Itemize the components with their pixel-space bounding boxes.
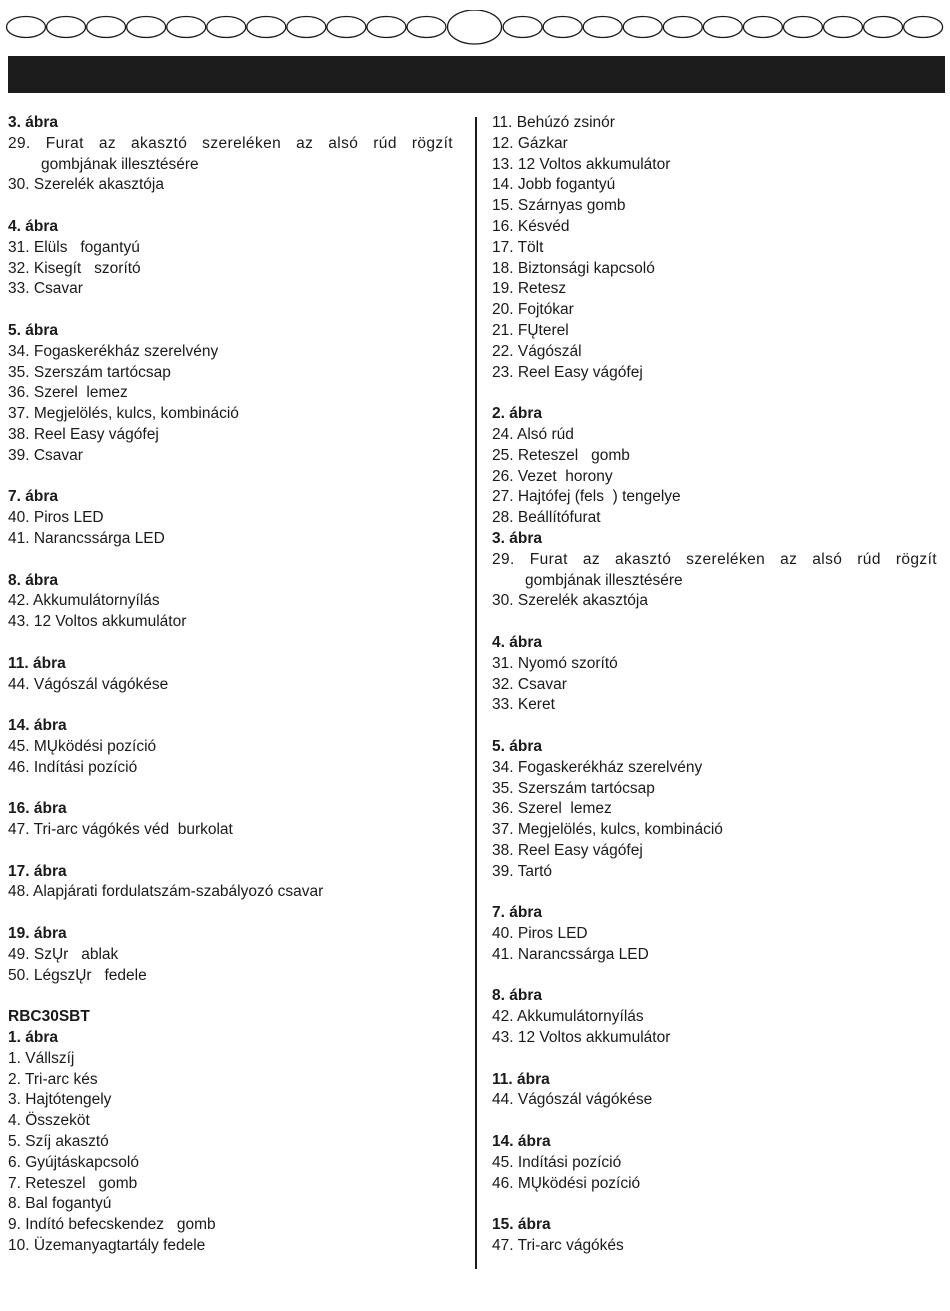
- list-item: 30. Szerelék akasztója: [8, 176, 164, 194]
- list-item: 34. Fogaskerékház szerelvény: [8, 342, 219, 360]
- list-item: 40. Piros LED: [492, 925, 588, 943]
- list-item: 43. 12 Voltos akkumulátor: [492, 1029, 671, 1047]
- left-column: [8, 113, 453, 1257]
- spacer: [492, 1111, 937, 1132]
- list-item: 6. Gyújtáskapcsoló: [8, 1153, 139, 1171]
- list-item: 25. Reteszel gomb: [492, 446, 630, 464]
- section-heading: 4. ábra: [8, 217, 58, 235]
- right-column: [492, 113, 937, 1257]
- list-item: 31. Nyomó szorító: [492, 654, 618, 672]
- oval-tab: [127, 17, 166, 38]
- section-heading: 16. ábra: [8, 800, 67, 818]
- section-heading: 19. ábra: [8, 925, 67, 943]
- spacer: [492, 716, 937, 737]
- oval-tab: [167, 17, 206, 38]
- spacer: [8, 467, 453, 488]
- oval-tab: [623, 17, 662, 38]
- list-item: 44. Vágószál vágókése: [492, 1091, 653, 1109]
- list-item: 47. Tri-arc vágókés véd burkolat: [8, 821, 233, 839]
- list-item: 13. 12 Voltos akkumulátor: [492, 155, 671, 173]
- oval-tab: [824, 17, 863, 38]
- oval-tab: [207, 17, 246, 38]
- list-item: 4. Összeköt: [8, 1112, 90, 1130]
- oval-tab: [87, 17, 126, 38]
- spacer: [8, 986, 453, 1007]
- list-item: 36. Szerel lemez: [492, 800, 612, 818]
- oval-tab: [287, 17, 326, 38]
- list-item: 9. Indító befecskendez gomb: [8, 1216, 216, 1234]
- oval-tab: [583, 17, 622, 38]
- oval-tab: [47, 17, 86, 38]
- list-item: 42. Akkumulátornyílás: [8, 592, 160, 610]
- list-item: gombjának illesztésére: [41, 155, 199, 173]
- spacer: [492, 612, 937, 633]
- list-item: 46. MŲködési pozíció: [492, 1174, 641, 1192]
- list-item: 14. Jobb fogantyú: [492, 176, 616, 194]
- list-item: 47. Tri-arc vágókés: [492, 1237, 624, 1255]
- oval-tab: [743, 17, 782, 38]
- section-heading: 5. ábra: [8, 321, 58, 339]
- section-heading: 11. ábra: [492, 1070, 550, 1088]
- list-item: 12. Gázkar: [492, 134, 568, 152]
- section-heading: 8. ábra: [8, 571, 58, 589]
- spacer: [492, 882, 937, 903]
- spacer: [492, 1194, 937, 1215]
- list-item: 19. Retesz: [492, 280, 567, 298]
- language-tab-ovals: [0, 10, 950, 50]
- section-heading: 2. ábra: [492, 405, 542, 423]
- oval-tab: [7, 17, 46, 38]
- list-item: 40. Piros LED: [8, 509, 104, 527]
- section-heading: 5. ábra: [492, 737, 542, 755]
- oval-tab: [367, 17, 406, 38]
- list-item: 38. Reel Easy vágófej: [8, 425, 159, 443]
- list-item: 41. Narancssárga LED: [8, 529, 165, 547]
- list-item: 17. Tölt: [492, 238, 544, 256]
- spacer: [8, 779, 453, 800]
- spacer: [492, 383, 937, 404]
- list-item: 48. Alapjárati fordulatszám-szabályozó csavar: [8, 883, 324, 901]
- list-item: 35. Szerszám tartócsap: [8, 363, 171, 381]
- spacer: [8, 196, 453, 217]
- list-item: 34. Fogaskerékház szerelvény: [492, 758, 703, 776]
- list-item: 32. Csavar: [492, 675, 567, 693]
- list-item: 32. Kisegít szorító: [8, 259, 141, 277]
- oval-tab: [407, 17, 446, 38]
- oval-tab: [543, 17, 582, 38]
- list-item: 29. Furat az akasztó szereléken az alsó rúd rögzít: [8, 134, 453, 152]
- list-item: 7. Reteszel gomb: [8, 1174, 138, 1192]
- list-item: 24. Alsó rúd: [492, 425, 574, 443]
- section-heading: 17. ábra: [8, 862, 67, 880]
- section-heading: 7. ábra: [8, 488, 58, 506]
- list-item: gombjának illesztésére: [525, 571, 683, 589]
- spacer: [8, 695, 453, 716]
- list-item: 3. Hajtótengely: [8, 1091, 112, 1109]
- spacer: [8, 550, 453, 571]
- list-item: 45. MŲködési pozíció: [8, 737, 157, 755]
- list-item: 46. Indítási pozíció: [8, 758, 138, 776]
- spacer: [8, 300, 453, 321]
- spacer: [8, 903, 453, 924]
- list-item: 43. 12 Voltos akkumulátor: [8, 613, 187, 631]
- list-item: 45. Indítási pozíció: [492, 1153, 622, 1171]
- list-item: 27. Hajtófej (fels ) tengelye: [492, 488, 681, 506]
- list-item: 5. Szíj akasztó: [8, 1133, 109, 1151]
- oval-tab-active: [448, 10, 502, 44]
- list-item: 20. Fojtókar: [492, 301, 574, 319]
- list-item: 35. Szerszám tartócsap: [492, 779, 655, 797]
- list-item: 49. SzŲr ablak: [8, 945, 119, 963]
- list-item: 42. Akkumulátornyílás: [492, 1008, 644, 1026]
- list-item: 33. Csavar: [8, 280, 83, 298]
- list-item: 10. Üzemanyagtartály fedele: [8, 1237, 206, 1255]
- section-heading: 1. ábra: [8, 1029, 58, 1047]
- list-item: 31. Elüls fogantyú: [8, 238, 140, 256]
- section-heading: 4. ábra: [492, 633, 542, 651]
- column-divider: [475, 117, 477, 1269]
- list-item: 30. Szerelék akasztója: [492, 592, 648, 610]
- section-heading: 14. ábra: [492, 1133, 551, 1151]
- oval-tab: [503, 17, 542, 38]
- spacer: [492, 966, 937, 987]
- oval-tab: [864, 17, 903, 38]
- list-item: 39. Tartó: [492, 862, 553, 880]
- list-item: 50. LégszŲr fedele: [8, 966, 147, 984]
- oval-tab: [783, 17, 822, 38]
- list-item: 37. Megjelölés, kulcs, kombináció: [492, 821, 723, 839]
- oval-tab: [327, 17, 366, 38]
- list-item: 18. Biztonsági kapcsoló: [492, 259, 655, 277]
- section-heading: 3. ábra: [8, 114, 58, 131]
- list-item: 21. FŲterel: [492, 321, 569, 339]
- oval-tab: [904, 17, 943, 38]
- spacer: [8, 633, 453, 654]
- spacer: [492, 1049, 937, 1070]
- list-item: 37. Megjelölés, kulcs, kombináció: [8, 405, 239, 423]
- list-item: 15. Szárnyas gomb: [492, 197, 626, 215]
- section-heading: 8. ábra: [492, 987, 542, 1005]
- list-item: 11. Behúzó zsinór: [492, 114, 615, 131]
- section-heading: 7. ábra: [492, 904, 542, 922]
- list-item: 8. Bal fogantyú: [8, 1195, 112, 1213]
- section-heading: 3. ábra: [492, 529, 542, 547]
- list-item: 41. Narancssárga LED: [492, 945, 649, 963]
- list-item: 23. Reel Easy vágófej: [492, 363, 643, 381]
- list-item: 33. Keret: [492, 696, 555, 714]
- header-bar: [8, 56, 945, 93]
- list-item: 1. Vállszíj: [8, 1049, 75, 1067]
- list-item: 36. Szerel lemez: [8, 384, 128, 402]
- oval-tab: [247, 17, 286, 38]
- list-item: 38. Reel Easy vágófej: [492, 841, 643, 859]
- oval-tab: [703, 17, 742, 38]
- list-item: 39. Csavar: [8, 446, 83, 464]
- list-item: 29. Furat az akasztó szereléken az alsó rúd rögzít: [492, 550, 937, 568]
- list-item: 2. Tri-arc kés: [8, 1070, 98, 1088]
- oval-tab: [663, 17, 702, 38]
- section-heading: 15. ábra: [492, 1216, 551, 1234]
- list-item: 22. Vágószál: [492, 342, 582, 360]
- section-heading: 11. ábra: [8, 654, 66, 672]
- section-heading: RBC30SBT: [8, 1008, 90, 1026]
- list-item: 16. Késvéd: [492, 217, 570, 235]
- section-heading: 14. ábra: [8, 717, 67, 735]
- list-item: 44. Vágószál vágókése: [8, 675, 169, 693]
- list-item: 28. Beállítófurat: [492, 509, 601, 527]
- spacer: [8, 841, 453, 862]
- list-item: 26. Vezet horony: [492, 467, 613, 485]
